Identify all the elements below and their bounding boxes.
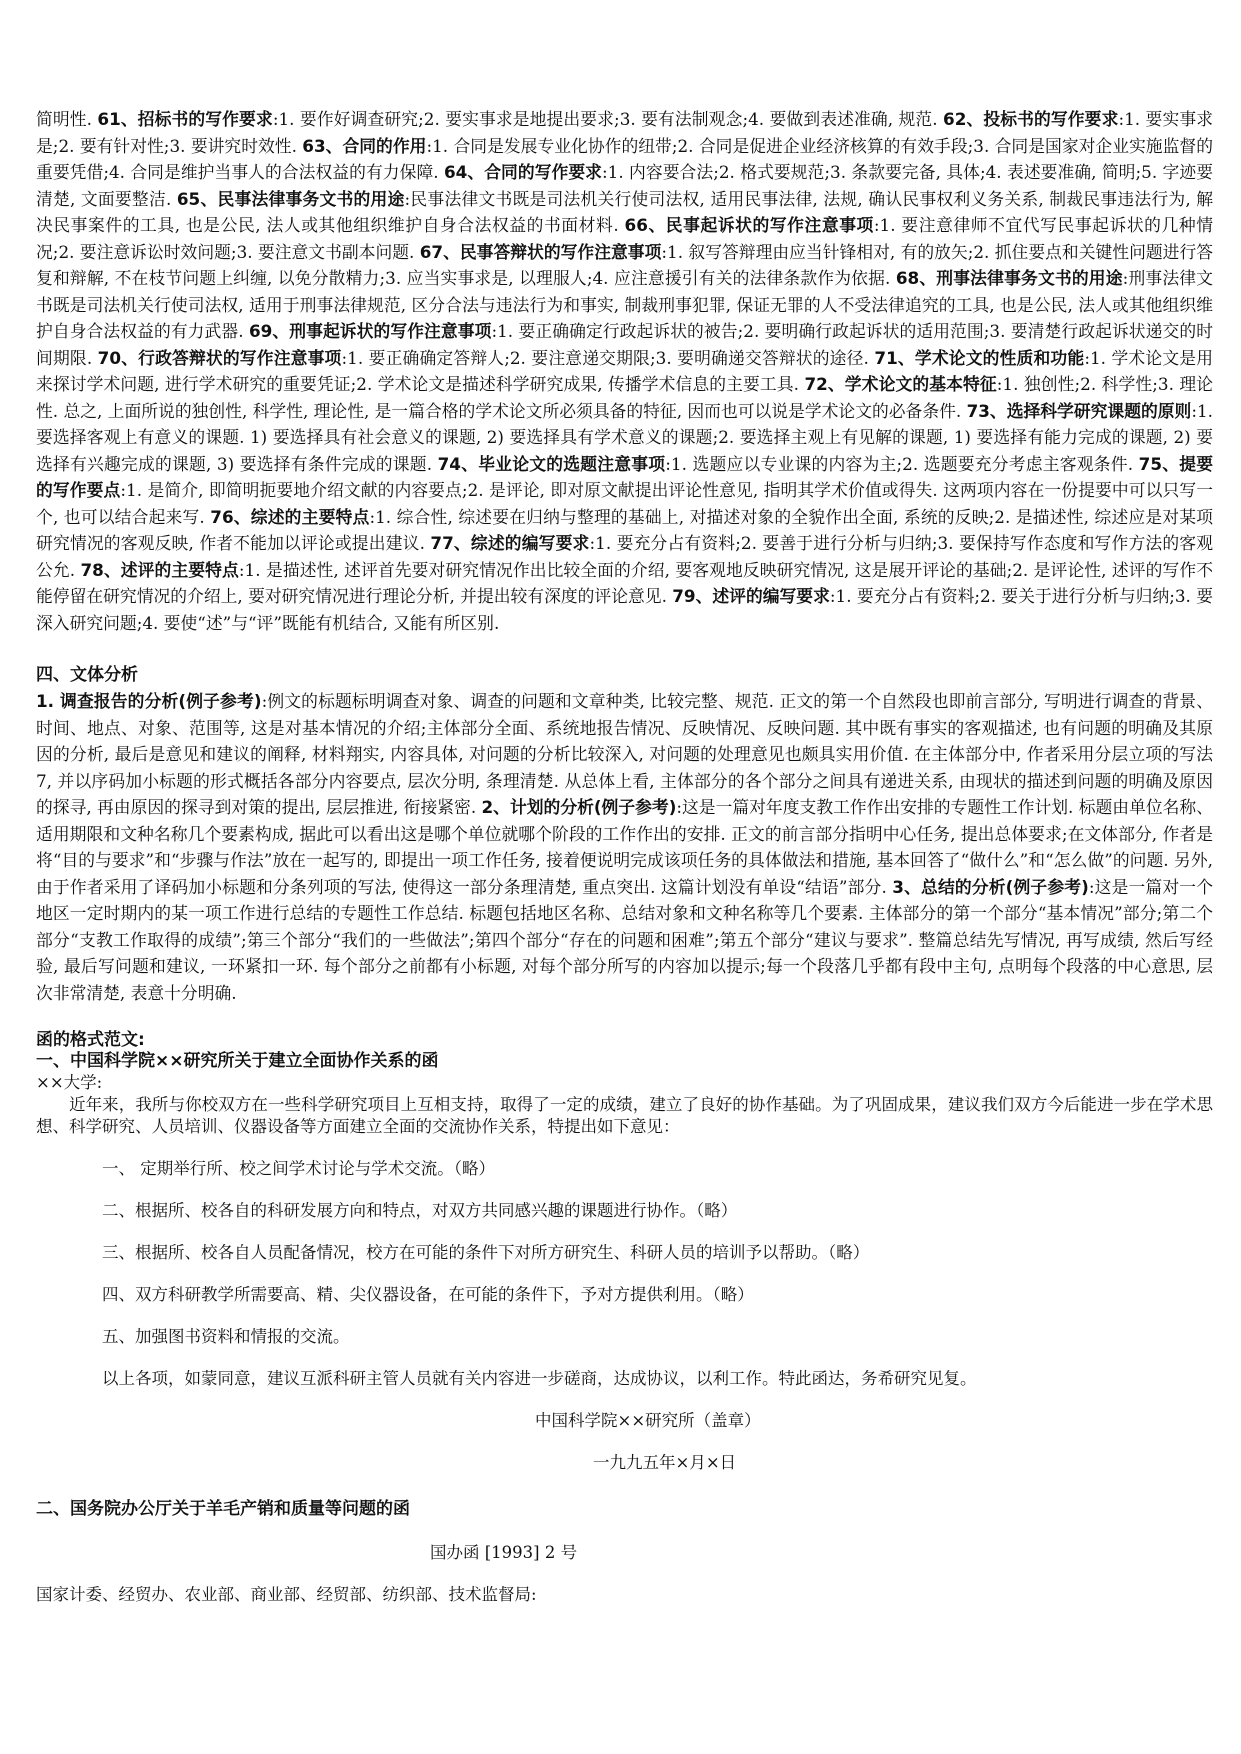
item-heading-70: 70、行政答辩状的写作注意事项 xyxy=(97,347,342,368)
item-text-65: :民事法律文书既是司法机关行使司法权, 适用民事法律, 法规, 确认民事权利义务关系, 制裁民事违法行为, 解决民事案件的工具, 也是公民, 法人或其他组织维护自身合法权益的书面材料. xyxy=(36,188,1214,235)
item-text-64: :1. 内容要合法;2. 格式要规范;3. 条款要完备, 具体;4. 表述要准确, 简明;5. 字迹要清楚, 文面要整洁. xyxy=(36,162,1213,209)
analysis-heading-2: 2、计划的分析(例子参考) xyxy=(481,797,677,817)
letter-one-item: 四、双方科研教学所需要高、精、尖仪器设备，在可能的条件下，予对方提供利用。（略） xyxy=(102,1285,754,1304)
letter-one-item: 二、根据所、校各自的科研发展方向和特点，对双方共同感兴趣的课题进行协作。（略） xyxy=(102,1201,738,1220)
item-heading-63: 63、合同的作用 xyxy=(302,135,427,156)
item-text-75: :1. 是简介, 即简明扼要地介绍文献的内容要点;2. 是评论, 即对原文献提出评论性意见, 指明其学术价值或得失. 这两项内容在一份提要中可以只写一个, 也可以结合起来写. xyxy=(36,480,1213,527)
item-text-70: :1. 要正确确定答辩人;2. 要注意递交期限;3. 要明确递交答辩状的途径. xyxy=(341,347,875,368)
item-text-72: :1. 独创性;2. 科学性;3. 理论性. 总之, 上面所说的独创性, 科学性, 理论性, 是一篇合格的学术论文所必须具备的特征, 因而也可以说是学术论文的必备条件. xyxy=(36,374,1214,421)
letter-one-item: 三、根据所、校各自人员配备情况，校方在可能的条件下对所方研究生、科研人员的培训予以帮助。（略） xyxy=(102,1243,870,1262)
item-heading-68: 68、刑事法律事务文书的用途 xyxy=(895,268,1123,288)
text-run: 简明性. xyxy=(36,109,98,129)
analysis-text-1: :例文的标题标明调查对象、调查的问题和文章种类, 比较完整、规范. 正文的第一个自然段也即前言部分, 写明进行调查的背景、时间、地点、对象、范围等, 这是对基本情况的介绍;主体部分全面、系统地报告情况、反映情况、反映问题. 其中既有事实的客观描述, 也有问题的明确及其原因的分析, 最后是意见和建议的阐释, 材料翔实, 内容具体, 对问题的分析比较深入, 对问题的处理意见也颇具实用价值. 在主体部分中, 作者采用分层立项的写法 7, 并以序码加小标题的形式概括各部分内容要点, 层次分明, 条理清楚. 从总体上看, 主体部分的各个部分之间具有递进关系, 由现状的描述到问题的明确及原因的探寻, 再由原因的探寻到对策的提出, 层层推进, 衔接紧密. xyxy=(36,691,1213,817)
letter-two xyxy=(36,1498,1213,1606)
item-text-74: :1. 选题应以专业课的内容为主;2. 选题要充分考虑主客观条件. xyxy=(665,453,1139,474)
item-heading-71: 71、学术论文的性质和功能 xyxy=(874,347,1085,368)
letter-one-body: 近年来，我所与你校双方在一些科学研究项目上互相支持，取得了一定的成绩，建立了良好的协作基础。为了巩固成果，建议我们双方今后能进一步在学术思想、科学研究、人员培训、仪器设备等方面建立全面的交流协作关系，特提出如下意见： xyxy=(36,1095,1213,1136)
item-heading-75: 75、提要的写作要点 xyxy=(36,453,1214,500)
letter-one-salutation: ××大学: xyxy=(36,1073,103,1092)
item-text-69: :1. 要正确确定行政起诉状的被告;2. 要明确行政起诉状的适用范围;3. 要清楚行政起诉状递交的时间期限. xyxy=(36,321,1213,368)
section-four-heading: 四、文体分析 xyxy=(36,665,138,685)
item-text-62: :1. 要实事求是;2. 要有针对性;3. 要讲究时效性. xyxy=(36,109,1213,156)
letter-section-title: 函的格式范文: xyxy=(36,1030,145,1050)
item-heading-72: 72、学术论文的基本特征 xyxy=(804,374,997,394)
item-text-61: :1. 要作好调查研究;2. 要实事求是地提出要求;3. 要有法制观念;4. 要做到表述准确, 规范. xyxy=(272,109,944,129)
letter-one-signature: 中国科学院××研究所（盖章） xyxy=(535,1411,761,1430)
document-page xyxy=(36,106,1213,1606)
item-heading-64: 64、合同的写作要求 xyxy=(443,162,603,182)
item-text-78: :1. 是描述性, 述评首先要对研究情况作出比较全面的介绍, 要客观地反映研究情况, 这是展开评论的基础;2. 是评论性, 述评的写作不能停留在研究情况的介绍上, 要对研究情况进行理论分析, 并提出较有深度的评论意见. xyxy=(36,559,1214,606)
letter-one xyxy=(36,1030,1213,1474)
analysis-heading-3: 3、总结的分析(例子参考) xyxy=(892,876,1089,897)
letter-one-item: 一、 定期举行所、校之间学术讨论与学术交流。（略） xyxy=(102,1159,495,1178)
item-heading-61: 61、招标书的写作要求 xyxy=(97,109,273,129)
item-heading-74: 74、毕业论文的选题注意事项 xyxy=(437,453,666,474)
item-heading-66: 66、民事起诉状的写作注意事项 xyxy=(624,215,874,235)
item-heading-76: 76、综述的主要特点 xyxy=(210,506,370,527)
item-heading-73: 73、选择科学研究课题的原则 xyxy=(966,400,1192,421)
item-text-63: :1. 合同是发展专业化协作的纽带;2. 合同是促进企业经济核算的有效手段;3. 合同是国家对企业实施监督的重要凭借;4. 合同是维护当事人的合法权益的有力保障. xyxy=(36,135,1213,182)
item-heading-67: 67、民事答辩状的写作注意事项 xyxy=(419,241,662,262)
analysis-text-2: :这是一篇对年度支教工作作出安排的专题性工作计划. 标题由单位名称、适用期限和文种名称几个要素构成, 据此可以看出这是哪个单位就哪个阶段的工作作出的安排. 正文的前言部分指明中心任务, 提出总体要求;在文体部分, 作者是将“目的与要求”和“步骤与作法”放在一起写的, 即提出一项工作任务, 接着便说明完成该项任务的具体做法和措施, 基本回答了“做什么”和“怎么做”的问题. 另外, 由于作者采用了译码加小标题和分条列项的写法, 使得这一部分条理清楚, 重点突出. 这篇计划没有单设“结语”部分. xyxy=(36,797,1213,897)
item-heading-78: 78、述评的主要特点 xyxy=(80,559,239,580)
letter-one-title: 一、中国科学院××研究所关于建立全面协作关系的函 xyxy=(36,1051,439,1071)
analysis-text-3: :这是一篇对一个地区一定时期内的某一项工作进行总结的专题性工作总结. 标题包括地区名称、总结对象和文种名称等几个要素. 主体部分的第一个部分“基本情况”部分;第二个部分“支教工作取得的成绩”;第三个部分“我们的一些做法”;第四个部分“存在的问题和困难”;第五个部分“建议与要求”. 整篇总结先写情况, 再写成绩, 然后写经验, 最后写问题和建议, 一环紧扣一环. 每个部分之前都有小标题, 对每个部分所写的内容加以提示;每一个段落几乎都有段中主句, 点明每个段落的中心意思, 层次非常清楚, 表意十分明确. xyxy=(36,876,1213,1003)
item-text-68: :刑事法律文书既是司法机关行使司法权, 适用于刑事法律规范, 区分合法与违法行为和事实, 制裁刑事犯罪, 保证无罪的人不受法律追究的工具, 也是公民, 法人或其他组织维护自身合法权益的有力武器. xyxy=(36,268,1213,341)
analysis-heading-1: 1. 调查报告的分析(例子参考) xyxy=(36,691,262,711)
letter-two-title: 二、国务院办公厅关于羊毛产销和质量等问题的函 xyxy=(36,1499,410,1519)
item-heading-62: 62、投标书的写作要求 xyxy=(943,109,1119,129)
item-heading-79: 79、述评的编写要求 xyxy=(672,586,830,606)
item-text-71: :1. 学术论文是用来探讨学术问题, 进行学术研究的重要凭证;2. 学术论文是描述科学研究成果, 传播学术信息的主要工具. xyxy=(36,347,1214,394)
item-heading-69: 69、刑事起诉状的写作注意事项 xyxy=(248,321,492,341)
letter-one-closing: 以上各项，如蒙同意，建议互派科研主管人员就有关内容进一步磋商，达成协议，以利工作。特此函达，务希研究见复。 xyxy=(102,1369,977,1388)
item-heading-65: 65、民事法律事务文书的用途 xyxy=(176,188,405,209)
section-four-text xyxy=(36,688,1213,1006)
item-heading-77: 77、综述的编写要求 xyxy=(430,533,590,553)
letter-one-date: 一九九五年×月×日 xyxy=(593,1453,737,1472)
item-text-79: :1. 要充分占有资料;2. 要关于进行分析与归纳;3. 要深入研究问题;4. 要使“述”与“评”既能有机结合, 又能有所区别. xyxy=(36,586,1214,633)
letter-two-doc-number: 国办函 [1993] 2 号 xyxy=(430,1543,578,1562)
letter-two-recipients: 国家计委、经贸办、农业部、商业部、经贸部、纺织部、技术监督局: xyxy=(36,1585,537,1604)
item-text-77: :1. 要充分占有资料;2. 要善于进行分析与归纳;3. 要保持写作态度和写作方法的客观公允. xyxy=(36,533,1213,580)
item-text-76: :1. 综合性, 综述要在归纳与整理的基础上, 对描述对象的全貌作出全面, 系统的反映;2. 是描述性, 综述应是对某项研究情况的客观反映, 作者不能加以评论或提出建议. xyxy=(36,506,1213,553)
item-text-67: :1. 叙写答辩理由应当针锋相对, 有的放矢;2. 抓住要点和关键性问题进行答复和辩解, 不在枝节问题上纠缠, 以免分散精力;3. 应当实事求是, 以理服人;4. 应注意援引有关的法律条款作为依据. xyxy=(36,241,1214,288)
item-text-73: :1. 要选择客观上有意义的课题. 1) 要选择具有社会意义的课题, 2) 要选择具有学术意义的课题;2. 要选择主观上有见解的课题, 1) 要选择有能力完成的课题, 2) 要选择有兴趣完成的课题, 3) 要选择有条件完成的课题. xyxy=(36,400,1213,474)
section-three-text xyxy=(36,106,1213,636)
item-text-66: :1. 要注意律师不宜代写民事起诉状的几种情况;2. 要注意诉讼时效问题;3. 要注意文书副本问题. xyxy=(36,215,1213,262)
letter-one-item: 五、加强图书资料和情报的交流。 xyxy=(102,1327,350,1346)
